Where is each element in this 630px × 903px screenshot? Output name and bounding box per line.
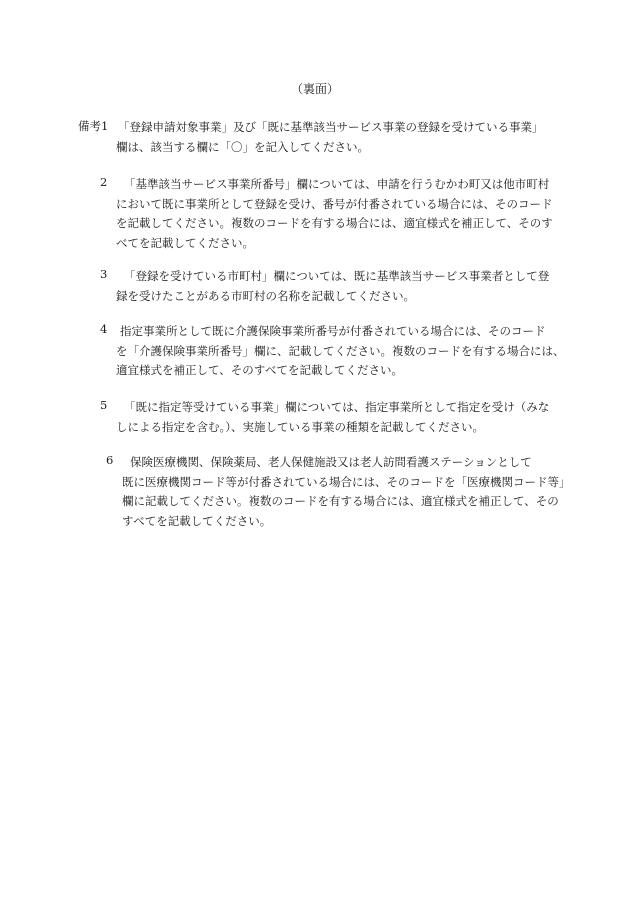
note-line: 既に医療機関コード等が付番されている場合には、そのコードを「医療機関コード等」	[122, 474, 571, 489]
note-body	[116, 398, 549, 437]
note-4	[100, 322, 565, 381]
note-line: 欄に記載してください。複数のコードを有する場合には、適宜様式を補正して、その	[122, 494, 559, 508]
note-number: 3	[100, 267, 108, 281]
note-line: 保険医療機関、保険薬局、老人保健施設又は老人訪問看護ステーションとして	[130, 455, 532, 469]
note-line: を「介護保険事業所番号」欄に、記載してください。複数のコードを有する場合には、	[116, 343, 565, 358]
note-line: 「基準該当サービス事業所番号」欄については、申請を行うむかわ町又は他市町村	[124, 177, 550, 191]
note-6	[106, 453, 571, 531]
note-line: 欄は、該当する欄に「〇」を記入してください。	[116, 139, 369, 154]
note-body	[116, 267, 549, 306]
note-line: べてを記載してください。	[116, 235, 254, 250]
note-line: すべてを記載してください。	[122, 513, 272, 528]
note-line: を記載してください。複数のコードを有する場合には、適宜様式を補正して、そのす	[116, 216, 553, 230]
note-1	[78, 118, 544, 157]
note-line: 「登録を受けている市町村」欄については、既に基準該当サービス事業者として登	[124, 269, 550, 283]
note-2	[100, 175, 553, 253]
note-number: 2	[100, 175, 108, 189]
note-3	[100, 267, 549, 306]
note-5	[100, 398, 549, 437]
note-number: 備考1	[78, 119, 109, 133]
note-number: 6	[106, 453, 114, 467]
note-line: において既に事業所として登録を受け、番号が付番されている場合には、そのコード	[116, 196, 553, 211]
note-line: 「既に指定等受けている事業」欄については、指定事業所として指定を受け（みな	[124, 400, 550, 414]
note-body	[78, 118, 544, 157]
note-number: 5	[100, 398, 108, 412]
note-line: 「登録申請対象事業」及び「既に基準該当サービス事業の登録を受けている事業」	[118, 120, 544, 134]
note-body	[122, 453, 571, 531]
note-body	[116, 175, 553, 253]
note-line: 録を受けたことがある市町村の名称を記載してください。	[116, 288, 415, 303]
note-body	[116, 322, 565, 381]
note-line: 適宜様式を補正して、そのすべてを記載してください。	[116, 363, 404, 377]
note-line: 指定事業所として既に介護保険事業所番号が付番されている場合には、そのコード	[120, 324, 546, 338]
note-line: しによる指定を含む。）、実施している事業の種類を記載してください。	[116, 419, 484, 434]
note-number: 4	[100, 322, 108, 336]
page-title: （裏面）	[290, 82, 339, 96]
